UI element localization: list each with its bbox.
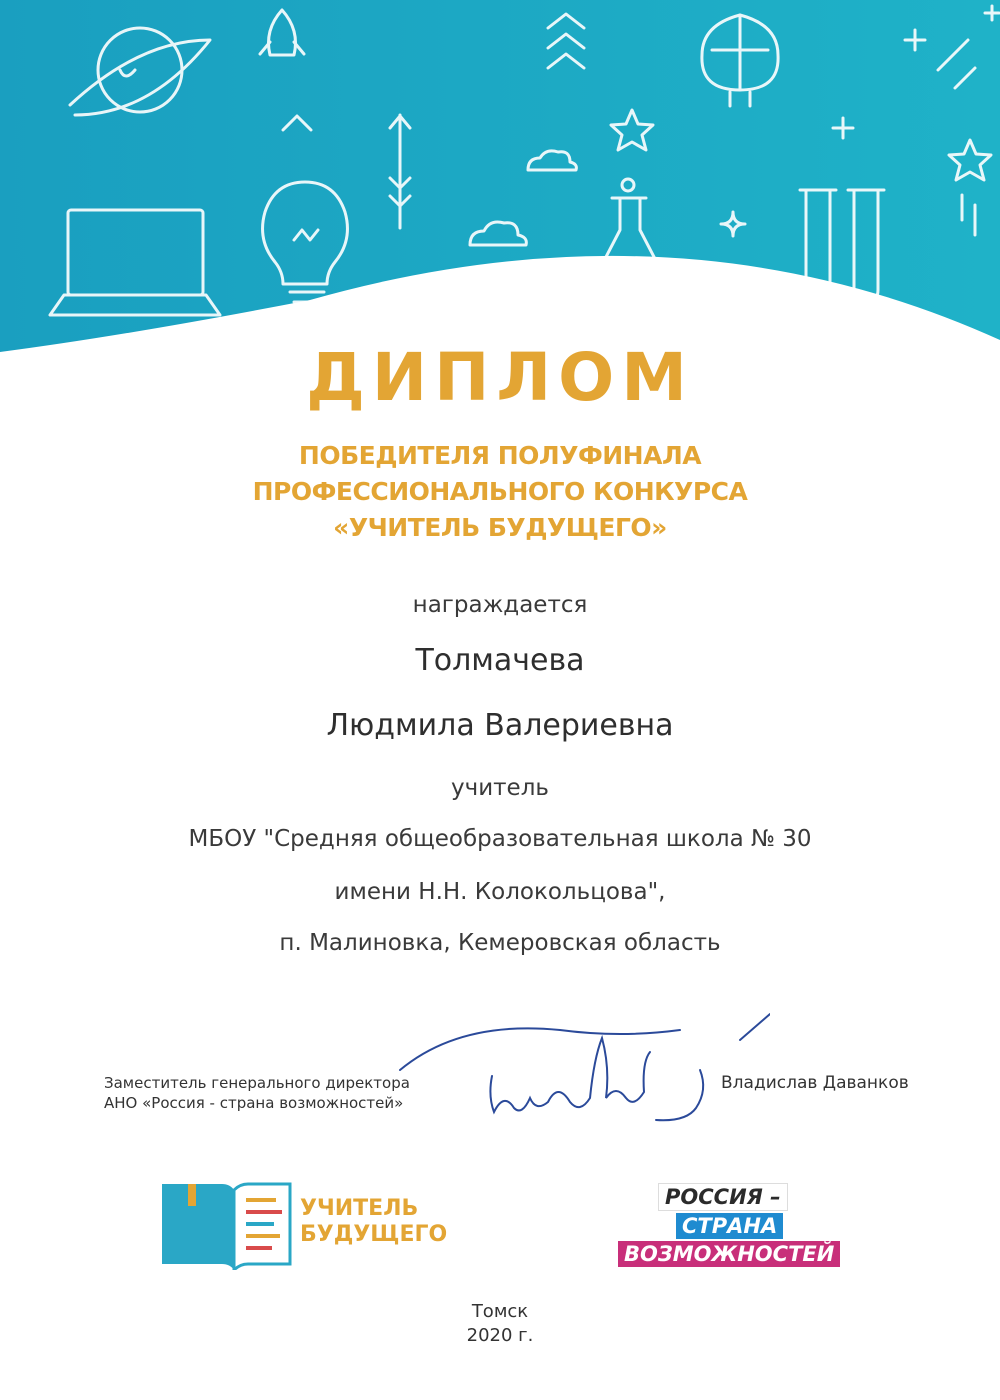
logo-right-line-2: СТРАНА <box>676 1213 783 1239</box>
recipient-given-names: Людмила Валериевна <box>326 708 674 743</box>
logo-right-line-3: ВОЗМОЖНОСТЕЙ <box>618 1241 840 1267</box>
handwritten-signature <box>370 1010 770 1130</box>
diploma-title: ДИПЛОМ <box>306 339 694 416</box>
signatory-name: Владислав Даванков <box>721 1073 909 1093</box>
logo-right-line-1: РОССИЯ – <box>658 1183 788 1211</box>
logo-left-line-2: БУДУЩЕГО <box>300 1222 448 1247</box>
subtitle-line-3: «УЧИТЕЛЬ БУДУЩЕГО» <box>333 513 667 542</box>
organization-line-2: имени Н.Н. Колокольцова", <box>334 879 666 905</box>
recipient-position: учитель <box>451 775 549 801</box>
signatory-role <box>104 1073 410 1113</box>
issue-year: 2020 г. <box>466 1325 534 1346</box>
signatory-role-line-1: Заместитель генерального директора <box>104 1074 410 1092</box>
awarded-label: награждается <box>412 592 588 618</box>
logo-left-line-1: УЧИТЕЛЬ <box>300 1196 419 1221</box>
issue-city: Томск <box>471 1301 529 1322</box>
signatory-role-line-2: АНО «Россия - страна возможностей» <box>104 1094 404 1112</box>
teacher-of-future-logo-text <box>300 1196 447 1248</box>
russia-land-of-opportunity-logo <box>612 1183 844 1269</box>
subtitle-line-2: ПРОФЕССИОНАЛЬНОГО КОНКУРСА <box>252 477 748 506</box>
subtitle-line-1: ПОБЕДИТЕЛЯ ПОЛУФИНАЛА <box>298 441 702 470</box>
recipient-surname: Толмачева <box>415 643 585 678</box>
organization-line-3: п. Малиновка, Кемеровская область <box>279 930 721 956</box>
organization-line-1: МБОУ "Средняя общеобразовательная школа № 30 <box>188 826 812 852</box>
